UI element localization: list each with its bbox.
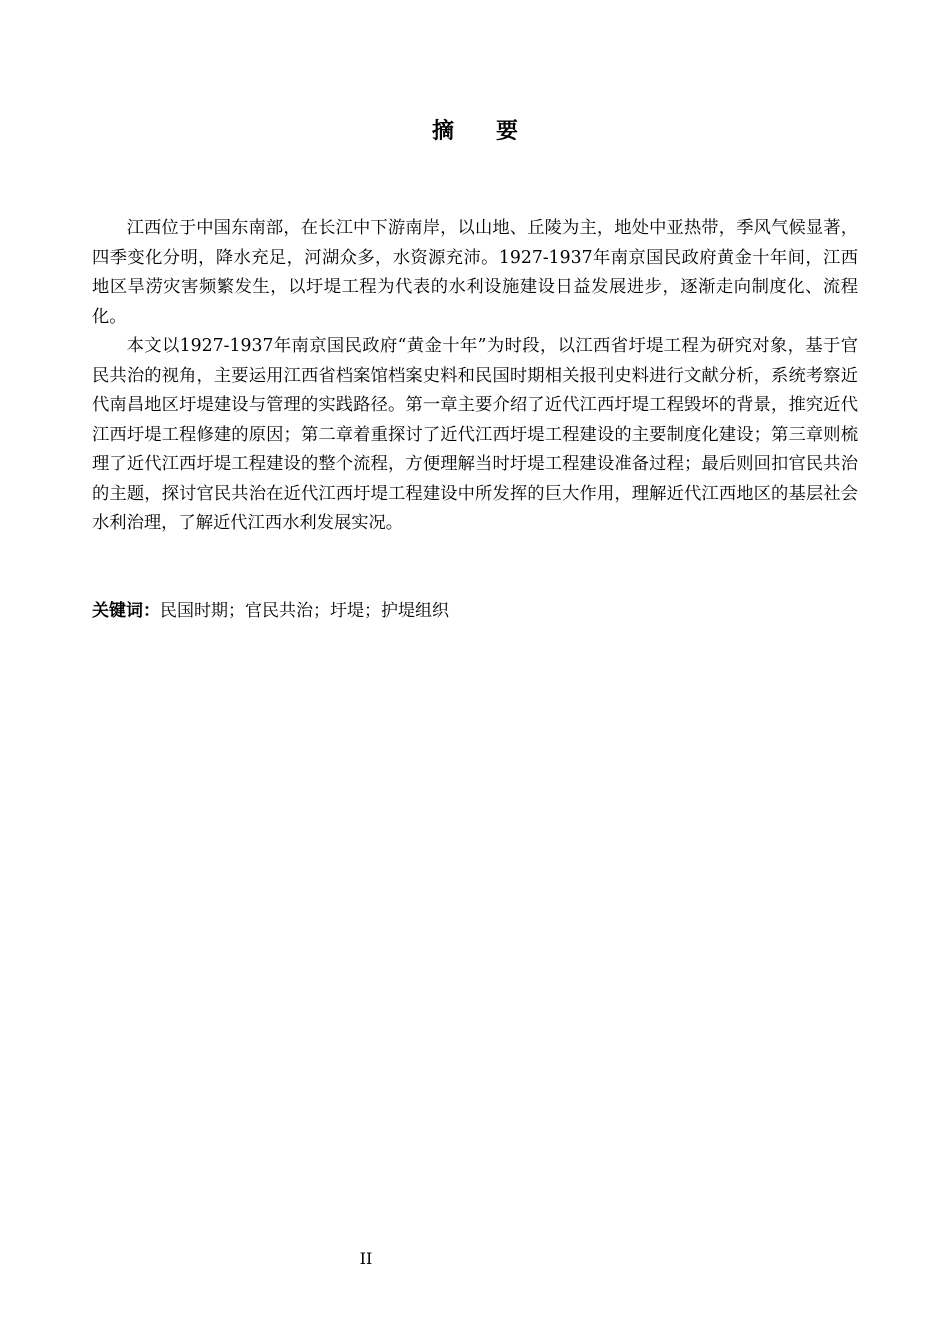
abstract-paragraph-1: 江西位于中国东南部，在长江中下游南岸，以山地、丘陵为主，地处中亚热带，季风气候显著，四季变化分明，降水充足，河湖众多，水资源充沛。1927-1937年南京国民政府黄金十年间，江西地区旱涝灾害频繁发生，以圩堤工程为代表的水利设施建设日益发展进步，逐渐走向制度化、流程化。 xyxy=(92,218,858,327)
page-title: 摘要 xyxy=(431,119,560,144)
page-number: II xyxy=(359,1249,373,1268)
keywords-label: 关键词： xyxy=(92,601,160,621)
abstract-body xyxy=(92,214,858,539)
keywords-line xyxy=(92,597,858,626)
abstract-paragraph-2: 本文以1927-1937年南京国民政府“黄金十年”为时段，以江西省圩堤工程为研究对象，基于官民共治的视角，主要运用江西省档案馆档案史料和民国时期相关报刊史料进行文献分析，系统考察近代南昌地区圩堤建设与管理的实践路径。第一章主要介绍了近代江西圩堤工程毁坏的背景，推究近代江西圩堤工程修建的原因；第二章着重探讨了近代江西圩堤工程建设的主要制度化建设；第三章则梳理了近代江西圩堤工程建设的整个流程，方便理解当时圩堤工程建设准备过程；最后则回扣官民共治的主题，探讨官民共治在近代江西圩堤工程建设中所发挥的巨大作用，理解近代江西地区的基层社会水利治理，了解近代江西水利发展实况。 xyxy=(92,336,858,533)
keywords-text: 民国时期；官民共治；圩堤；护堤组织 xyxy=(160,601,449,621)
